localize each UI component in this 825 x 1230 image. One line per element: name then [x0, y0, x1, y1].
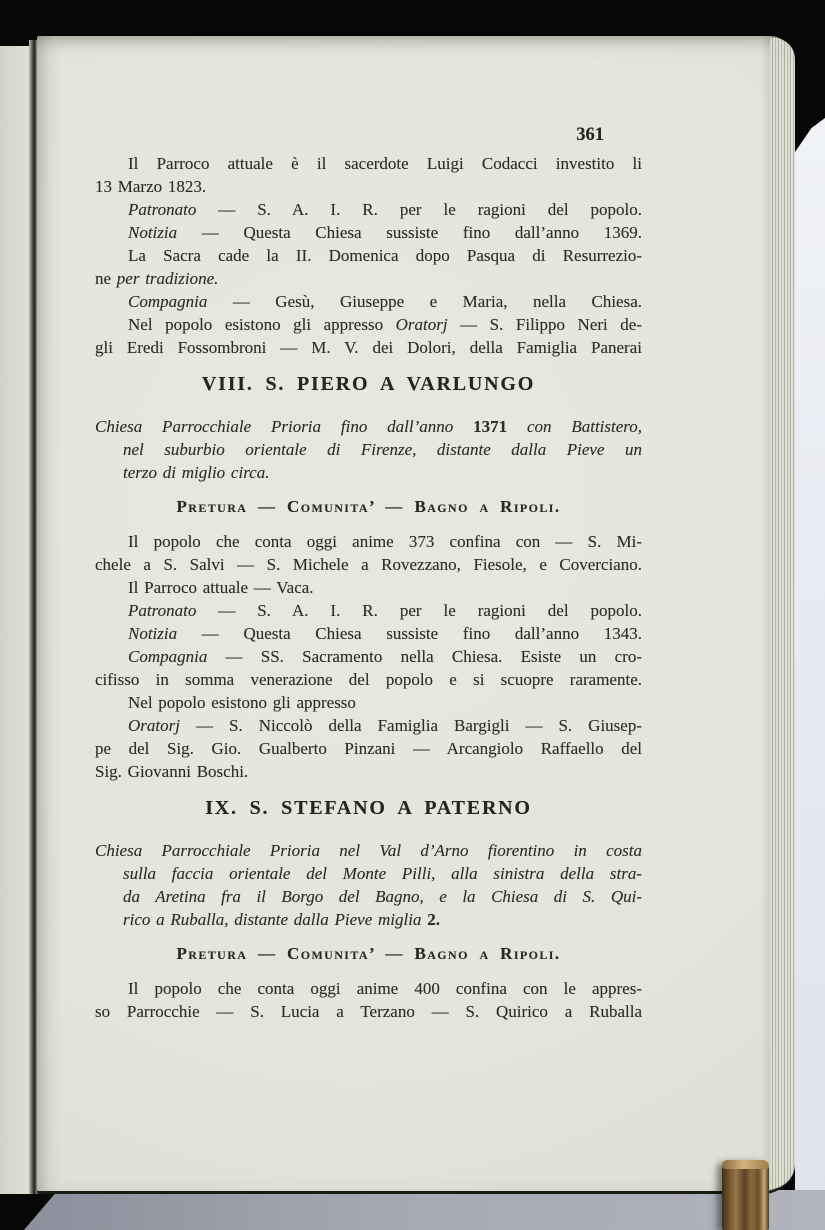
- page-body: [95, 152, 642, 1023]
- text-segment: ne: [95, 269, 117, 288]
- text-segment: — Gesù, Giuseppe e Maria, nella Chiesa.: [207, 292, 642, 311]
- text-line: [95, 862, 642, 885]
- text-segment: so Parrocchie — S. Lucia a Terzano — S. Quirico a Ruballa: [95, 1002, 642, 1021]
- jurisdiction-line: Pretura — Comunita’ — Bagno a Ripoli.: [176, 497, 561, 516]
- text-segment: — S. Filippo Neri de-: [447, 315, 642, 334]
- text-segment: — S. A. I. R. per le ragioni del popolo.: [196, 200, 642, 219]
- text-segment: Compagnia: [128, 647, 208, 666]
- text-segment: sulla faccia orientale del Monte Pilli, alla sinistra della stra-: [123, 864, 642, 883]
- text-segment: Il popolo che conta oggi anime 373 confina con — S. Mi-: [128, 532, 642, 551]
- text-segment: Il popolo che conta oggi anime 400 confina con le appres-: [128, 979, 642, 998]
- text-line: [95, 885, 642, 908]
- text-line: [95, 336, 642, 359]
- text-segment: — Questa Chiesa sussiste fino dall’anno 1369.: [177, 223, 642, 242]
- text-line: [95, 691, 642, 714]
- text-segment: Oratorj: [395, 315, 448, 334]
- text-segment: — Questa Chiesa sussiste fino dall’anno 1343.: [177, 624, 642, 643]
- text-line: [95, 313, 642, 336]
- text-segment: pe del Sig. Gio. Gualberto Pinzani — Arcangiolo Raffaello del: [95, 739, 642, 758]
- text-line: [95, 290, 642, 313]
- text-segment: da Aretina fra il Borgo del Bagno, e la Chiesa di S. Qui-: [123, 887, 642, 906]
- section-heading: IX. S. STEFANO A PATERNO: [205, 797, 532, 819]
- text-line: [95, 198, 642, 221]
- text-segment: rico a Ruballa, distante dalla Pieve miglia: [123, 910, 428, 929]
- book-page: [37, 36, 795, 1191]
- text-line: [95, 415, 642, 438]
- text-segment: Patronato: [128, 601, 197, 620]
- text-segment: Nel popolo esistono gli appresso: [128, 315, 396, 334]
- text-segment: chele a S. Salvi — S. Michele a Rovezzano, Fiesole, e Coverciano.: [95, 555, 642, 574]
- text-segment: Chiesa Parrocchiale Prioria fino dall’anno: [95, 417, 474, 436]
- text-segment: Nel popolo esistono gli appresso: [128, 693, 356, 712]
- previous-page-sliver: [0, 46, 31, 1194]
- text-segment: terzo di miglio circa.: [123, 463, 270, 482]
- text-segment: nel suburbio orientale di Firenze, distante dalla Pieve un: [123, 440, 642, 459]
- text-segment: 1371: [473, 417, 508, 436]
- table-surface: [24, 1190, 825, 1230]
- text-segment: Il Parroco attuale — Vaca.: [128, 578, 314, 597]
- text-segment: Notizia: [128, 223, 178, 242]
- text-line: [95, 461, 642, 484]
- text-segment: Notizia: [128, 624, 178, 643]
- text-segment: Oratorj: [128, 716, 180, 735]
- page-text: [95, 124, 642, 1023]
- text-line: [95, 530, 642, 553]
- text-segment: per tradizione.: [116, 269, 219, 288]
- text-segment: Il Parroco attuale è il sacerdote Luigi Codacci investito li: [128, 154, 642, 173]
- text-segment: Sig. Giovanni Boschi.: [95, 762, 249, 781]
- text-segment: — S. Niccolò della Famiglia Bargigli — S. Giusep-: [179, 716, 642, 735]
- text-line: [95, 908, 642, 931]
- text-line: [95, 438, 642, 461]
- text-line: [95, 714, 642, 737]
- text-line: [95, 221, 642, 244]
- text-line: [95, 622, 642, 645]
- text-segment: Compagnia: [128, 292, 208, 311]
- text-segment: Patronato: [128, 200, 197, 219]
- text-line: [95, 244, 642, 267]
- paragraph: [95, 152, 642, 359]
- text-line: [95, 737, 642, 760]
- text-segment: 13 Marzo 1823.: [95, 177, 207, 196]
- text-line: [95, 175, 642, 198]
- text-segment: Chiesa Parrocchiale Prioria nel Val d’Arno fiorentino in costa: [95, 841, 642, 860]
- text-segment: con Battistero,: [507, 417, 643, 436]
- text-line: [95, 839, 642, 862]
- text-segment: cifisso in somma venerazione del popolo e si scuopre raramente.: [95, 670, 642, 689]
- text-segment: La Sacra cade la II. Domenica dopo Pasqua di Resurrezio-: [128, 246, 642, 265]
- text-line: [95, 267, 642, 290]
- section-heading: VIII. S. PIERO A VARLUNGO: [201, 373, 536, 395]
- text-line: [95, 977, 642, 1000]
- paragraph: [95, 530, 642, 783]
- text-segment: — S. A. I. R. per le ragioni del popolo.: [196, 601, 642, 620]
- paragraph: [95, 977, 642, 1023]
- text-line: [95, 645, 642, 668]
- text-line: [95, 1000, 642, 1023]
- text-line: [95, 760, 642, 783]
- jurisdiction-line: Pretura — Comunita’ — Bagno a Ripoli.: [176, 944, 561, 963]
- text-line: [95, 576, 642, 599]
- fore-edge-page-lines: [770, 38, 795, 1189]
- text-line: [95, 668, 642, 691]
- lead-paragraph: [95, 415, 642, 484]
- page-stack-edge: [795, 0, 825, 1230]
- wooden-bookmark: [722, 1160, 769, 1230]
- text-line: [95, 599, 642, 622]
- text-line: [95, 152, 642, 175]
- text-segment: — SS. Sacramento nella Chiesa. Esiste un cro-: [207, 647, 642, 666]
- text-line: [95, 553, 642, 576]
- text-segment: gli Eredi Fossombroni — M. V. dei Dolori, della Famiglia Panerai: [95, 338, 642, 357]
- lead-paragraph: [95, 839, 642, 931]
- page-number: 361: [576, 125, 604, 145]
- text-segment: 2.: [427, 910, 440, 929]
